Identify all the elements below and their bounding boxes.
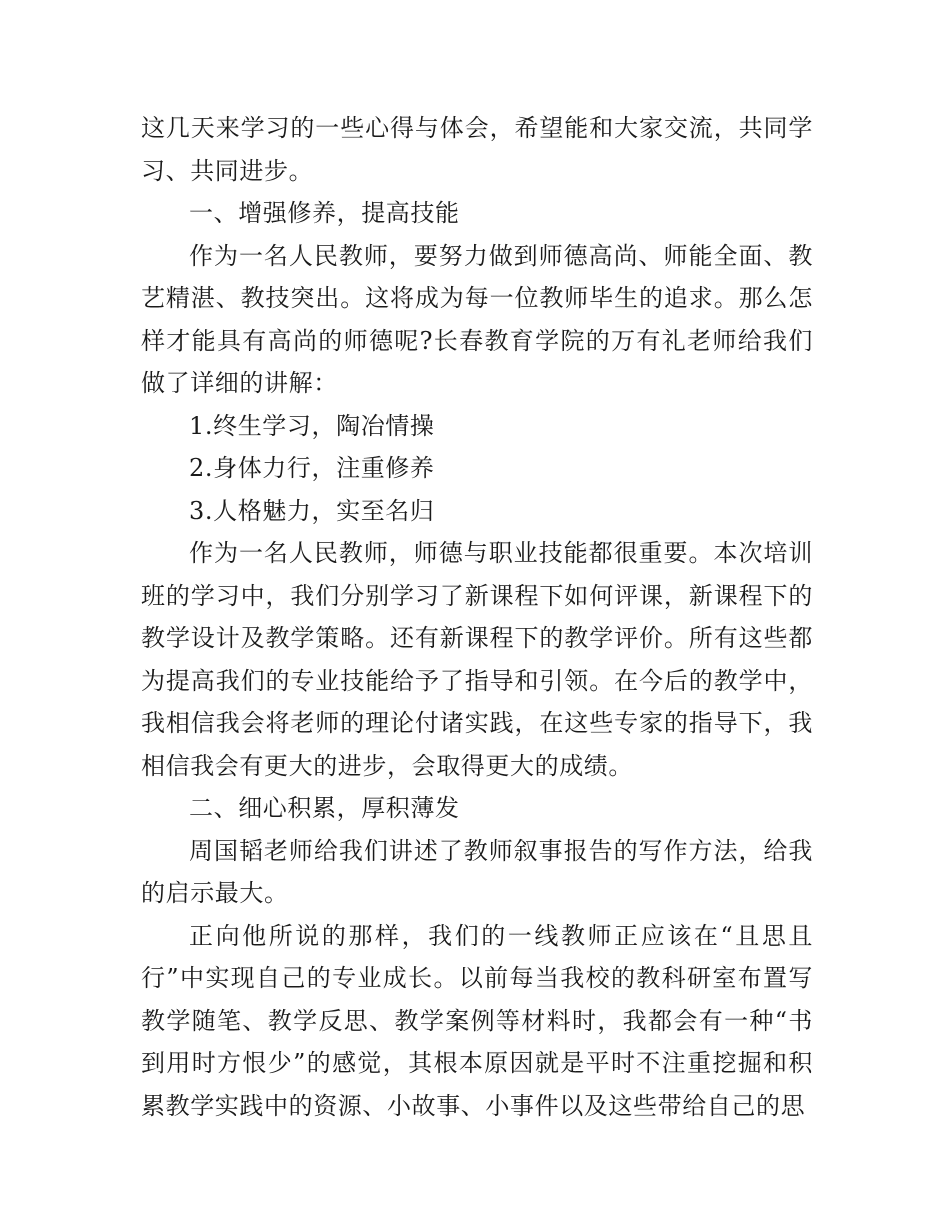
list-item-2: 2.身体力行，注重修养 bbox=[189, 454, 435, 482]
document-body bbox=[141, 107, 813, 1127]
paragraph-narrative-report: 周国韬老师给我们讲述了教师叙事报告的写作方法，给我的启示最大。 bbox=[141, 836, 813, 907]
paragraph-teacher-ethics: 作为一名人民教师，要努力做到师德高尚、师能全面、教艺精湛、教技突出。这将成为每一位教师毕生的追求。那么怎样才能具有高尚的师德呢?长春教育学院的万有礼老师给我们做了详细的讲解： bbox=[141, 241, 813, 397]
paragraph-reflection: 正向他所说的那样，我们的一线教师正应该在“且思且行”中实现自己的专业成长。以前每当我校的教科研室布置写教学随笔、教学反思、教学案例等材料时，我都会有一种“书到用时方恨少”的感觉，其根本原因就是平时不注重挖掘和积累教学实践中的资源、小故事、小事件以及这些带给自己的思 bbox=[141, 921, 813, 1120]
section-heading-1: 一、增强修养，提高技能 bbox=[189, 199, 460, 227]
list-item-1: 1.终生学习，陶冶情操 bbox=[189, 411, 435, 440]
paragraph-professional-skills: 作为一名人民教师，师德与职业技能都很重要。本次培训班的学习中，我们分别学习了新课程下如何评课，新课程下的教学设计及教学策略。还有新课程下的教学评价。所有这些都为提高我们的专业技能给予了指导和引领。在今后的教学中，我相信我会将老师的理论付诸实践，在这些专家的指导下，我相信我会有更大的进步，会取得更大的成绩。 bbox=[141, 539, 813, 780]
section-heading-2: 二、细心积累，厚积薄发 bbox=[189, 794, 460, 822]
list-item-3: 3.人格魅力，实至名归 bbox=[189, 496, 435, 525]
paragraph-intro: 这几天来学习的一些心得与体会，希望能和大家交流，共同学习、共同进步。 bbox=[141, 114, 813, 185]
